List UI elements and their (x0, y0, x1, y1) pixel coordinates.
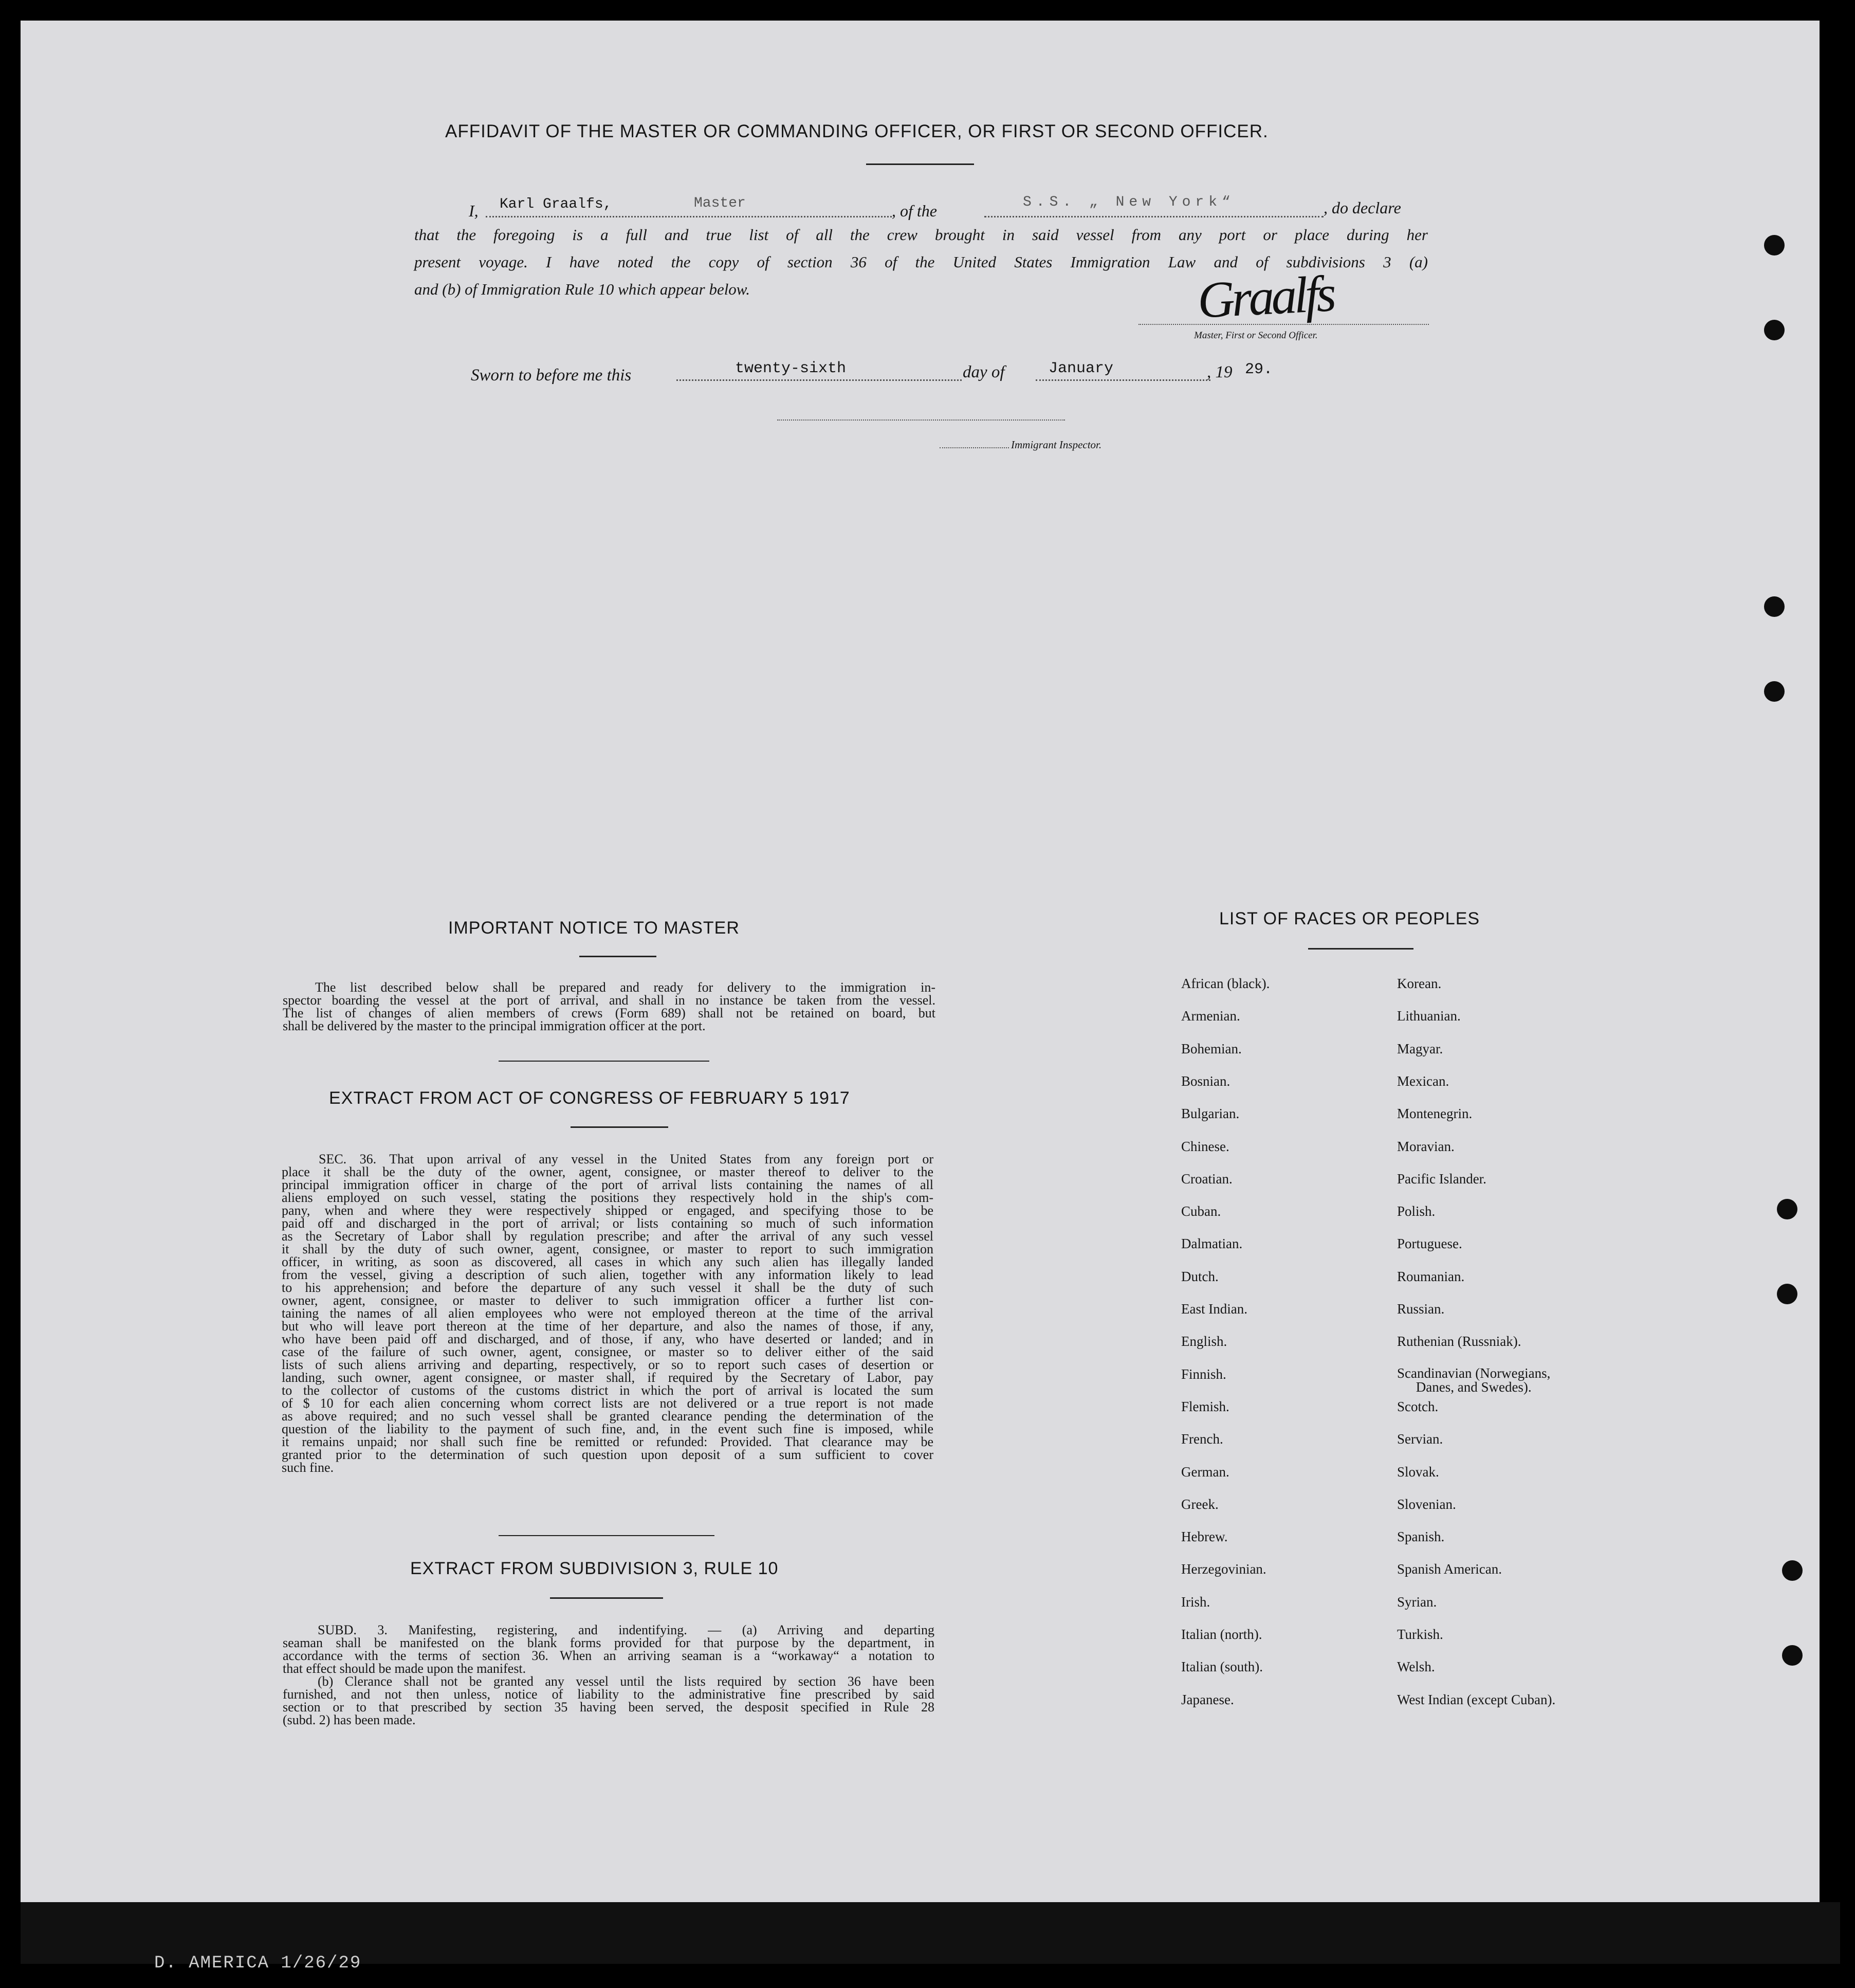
punch-hole (1777, 1199, 1797, 1219)
race-item: Slovenian. (1397, 1496, 1456, 1512)
affidavit-line: present voyage. I have noted the copy of section 36 of the United States Immigration Law and of subdivisions 3 (a) (414, 253, 1428, 271)
film-stamp: D. AMERICA 1/26/29 (154, 1954, 362, 1973)
notice-line: The list of changes of alien members of crews (Form 689) shall not be retained on board, but (283, 1006, 935, 1020)
day-of-label: day of (963, 363, 1005, 381)
race-item: German. (1181, 1464, 1229, 1480)
act-line: case of the failure of such owner, agent, consignee, or master so to deliver either of the said (282, 1344, 933, 1359)
master-rank: Master (694, 195, 746, 211)
race-item: English. (1181, 1334, 1227, 1349)
rule-line: section or to that prescribed by section 35 having been served, the desposit specified in Rule 28 (283, 1700, 934, 1715)
punch-hole (1782, 1560, 1803, 1581)
act-line: to the collector of customs of the customs district in which the port of arrival is located the sum (282, 1383, 933, 1398)
inspector-caption: Immigrant Inspector. (1011, 439, 1102, 451)
race-item: Scotch. (1397, 1398, 1439, 1414)
rule-line: (subd. 2) has been made. (283, 1712, 416, 1727)
act-line: paid off and discharged in the port of arrival; or lists containing so much of such information (282, 1216, 933, 1231)
act-line: of $ 10 for each alien concerning whom correct lists are not delivered or a true report is not made (282, 1396, 933, 1411)
sworn-label: Sworn to before me this (471, 366, 632, 385)
punch-hole (1764, 235, 1785, 256)
race-item: Dutch. (1181, 1268, 1219, 1284)
race-item: Chinese. (1181, 1138, 1229, 1154)
master-signature: Graalfs (1196, 265, 1335, 329)
act-line: place it shall be the duty of the owner, agent, consignee, or master thereof to deliver to the (282, 1164, 933, 1179)
notice-line: shall be delivered by the master to the principal immigration officer at the port. (283, 1018, 706, 1033)
sworn-day: twenty-sixth (735, 360, 847, 377)
race-item: French. (1181, 1431, 1223, 1447)
race-item: Russian. (1397, 1301, 1445, 1317)
punch-hole (1764, 681, 1785, 702)
act-line: granted prior to the determination of such question upon deposit of a sum sufficient to cover (282, 1447, 933, 1462)
act-line: aliens employed on such vessel, stating the positions they respectively hold in the ship's com- (282, 1190, 933, 1205)
race-item: West Indian (except Cuban). (1397, 1691, 1556, 1707)
rule-line: that effect should be made upon the manifest. (283, 1661, 526, 1676)
rule-line: accordance with the terms of section 36. When an arriving seaman is a “workaway“ a notation to (283, 1648, 934, 1663)
vessel-name: S.S. „ New York“ (1023, 194, 1235, 210)
race-item: Moravian. (1397, 1138, 1455, 1154)
race-item: Finnish. (1181, 1366, 1226, 1382)
act-line: landing, such owner, agent consignee, or master shall, if required by the Secretary of Labor, pay (282, 1370, 933, 1385)
act-line: as the Secretary of Labor shall by regulation prescribe; and after the arrival of any such vessel (282, 1229, 933, 1244)
act-line: principal immigration officer in charge of the port of arrival lists containing the names of all (282, 1177, 933, 1192)
inspector-line (777, 420, 1065, 421)
race-item: Croatian. (1181, 1171, 1233, 1187)
race-item: Roumanian. (1397, 1268, 1465, 1284)
notice-heading: IMPORTANT NOTICE TO MASTER (448, 918, 740, 938)
inspector-line-short (940, 447, 1009, 448)
sworn-month: January (1049, 360, 1114, 377)
act-line: question of the liability to the payment of such fine, and, in the event such fine is imposed, while (282, 1421, 933, 1436)
affidavit-line: that the foregoing is a full and true list of all the crew brought in said vessel from any port or place during her (414, 226, 1428, 244)
punch-hole (1764, 320, 1785, 340)
affidavit-title: AFFIDAVIT OF THE MASTER OR COMMANDING OFFICER, OR FIRST OR SECOND OFFICER. (445, 121, 1269, 141)
day-blank-line (676, 379, 962, 381)
year-prefix: , 19 (1207, 363, 1233, 381)
race-item: Servian. (1397, 1431, 1443, 1447)
rule-line: furnished, and not then unless, notice of liability to the administrative fine prescribed by said (283, 1687, 934, 1702)
act-line: officer, in writing, as soon as discovered, all cases in which any such alien has illegally landed (282, 1254, 933, 1269)
act-line: owner, agent, consignee, or master to deliver to such immigration officer a further list con- (282, 1293, 933, 1308)
declarant-label: I, (469, 202, 479, 220)
act-line: SEC. 36. That upon arrival of any vessel in the United States from any foreign port or (319, 1152, 933, 1166)
notice-text (283, 981, 935, 1032)
race-item: Italian (north). (1181, 1627, 1262, 1642)
punch-hole (1764, 596, 1785, 617)
affidavit-line: and (b) of Immigration Rule 10 which appear below. (414, 280, 750, 298)
punch-hole (1777, 1284, 1797, 1304)
section-divider (499, 1535, 714, 1536)
race-item: Lithuanian. (1397, 1008, 1461, 1024)
punch-hole (1782, 1645, 1803, 1666)
act-line: it remains unpaid; nor shall such fine be remitted or refunded: Provided. That clearance may be (282, 1434, 933, 1449)
race-item: Ruthenian (Russniak). (1397, 1334, 1521, 1349)
race-item: Japanese. (1181, 1691, 1234, 1707)
race-item: Turkish. (1397, 1627, 1443, 1642)
race-item: Welsh. (1397, 1659, 1435, 1675)
act-line: as above required; and no such vessel shall be granted clearance pending the determination of the (282, 1409, 933, 1424)
race-item: Polish. (1397, 1203, 1436, 1219)
signature-caption: Master, First or Second Officer. (1194, 330, 1318, 341)
rule-heading: EXTRACT FROM SUBDIVISION 3, RULE 10 (410, 1559, 779, 1578)
master-name: Karl Graalfs, (500, 196, 612, 212)
rule-line: (b) Clerance shall not be granted any vessel until the lists required by section 36 have been (318, 1674, 934, 1689)
race-item: Spanish American. (1397, 1561, 1502, 1577)
name-blank-line (486, 216, 892, 217)
race-item: Bulgarian. (1181, 1106, 1240, 1122)
act-line: such fine. (282, 1460, 334, 1475)
rule-text (283, 1624, 934, 1726)
rule-line: SUBD. 3. Manifesting, registering, and indentifying. — (a) Arriving and departing (318, 1622, 934, 1637)
races-heading: LIST OF RACES OR PEOPLES (1219, 909, 1480, 928)
race-item: African (black). (1181, 976, 1270, 991)
act-line: pany, when and where they were respectively shipped or engaged, and specifying those to be (282, 1203, 933, 1218)
notice-line: The list described below shall be prepared and ready for delivery to the immigration in- (315, 980, 935, 995)
race-item: Syrian. (1397, 1594, 1437, 1610)
race-item: Korean. (1397, 976, 1442, 991)
race-item: Italian (south). (1181, 1659, 1263, 1675)
notice-underline (579, 956, 656, 957)
rule-underline (550, 1597, 663, 1599)
title-underline (866, 163, 974, 165)
race-item: Spanish. (1397, 1529, 1445, 1545)
act-line: lists of such aliens arriving and departing, respectively, or so to report such cases of desertion or (282, 1357, 933, 1372)
race-item: Slovak. (1397, 1464, 1439, 1480)
race-item: Bosnian. (1181, 1073, 1230, 1089)
rule-line: seaman shall be manifested on the blank forms provided for that purpose by the department, in (283, 1635, 934, 1650)
act-heading: EXTRACT FROM ACT OF CONGRESS OF FEBRUARY 5 1917 (329, 1088, 850, 1108)
signature-line (1138, 324, 1429, 325)
race-item: Portuguese. (1397, 1236, 1462, 1252)
race-item: Dalmatian. (1181, 1236, 1243, 1252)
race-item: Scandinavian (Norwegians, Danes, and Swedes). (1397, 1365, 1551, 1395)
race-item: East Indian. (1181, 1301, 1247, 1317)
act-line: it shall by the duty of such owner, agent, consignee, or master to report to such immigration (282, 1242, 933, 1256)
race-item: Greek. (1181, 1496, 1219, 1512)
races-underline (1308, 948, 1413, 950)
race-item: Hebrew. (1181, 1529, 1228, 1545)
race-item: Mexican. (1397, 1073, 1449, 1089)
vessel-blank-line (984, 216, 1324, 217)
act-line: from the vessel, giving a description of such alien, together with any information likely to lead (282, 1267, 933, 1282)
race-item: Cuban. (1181, 1203, 1221, 1219)
race-item: Bohemian. (1181, 1041, 1242, 1056)
act-text (282, 1153, 933, 1474)
sworn-year: 29. (1245, 361, 1273, 378)
act-line: taining the names of all alien employees who were not employed thereon at the time of the arrival (282, 1306, 933, 1321)
act-underline (571, 1126, 668, 1128)
act-line: to his apprehension; and before the departure of any such vessel it shall be the duty of such (282, 1280, 933, 1295)
race-item: Montenegrin. (1397, 1106, 1473, 1122)
race-item: Armenian. (1181, 1008, 1240, 1024)
act-line: but who will leave port thereon at the time of her departure, and also the names of those, if any, (282, 1319, 933, 1334)
race-item: Irish. (1181, 1594, 1210, 1610)
race-item: Herzegovinian. (1181, 1561, 1266, 1577)
act-line: who have been paid off and discharged, and of those, if any, who have deserted or landed; and in (282, 1332, 933, 1346)
of-the-label: , of the (892, 202, 937, 220)
do-declare-label: , do declare (1324, 198, 1401, 217)
section-divider (499, 1061, 709, 1062)
race-item: Pacific Islander. (1397, 1171, 1486, 1187)
race-item: Flemish. (1181, 1398, 1229, 1414)
notice-line: spector boarding the vessel at the port of arrival, and shall in no instance be taken from the vessel. (283, 993, 935, 1008)
month-blank-line (1036, 379, 1210, 381)
race-item: Magyar. (1397, 1041, 1443, 1056)
